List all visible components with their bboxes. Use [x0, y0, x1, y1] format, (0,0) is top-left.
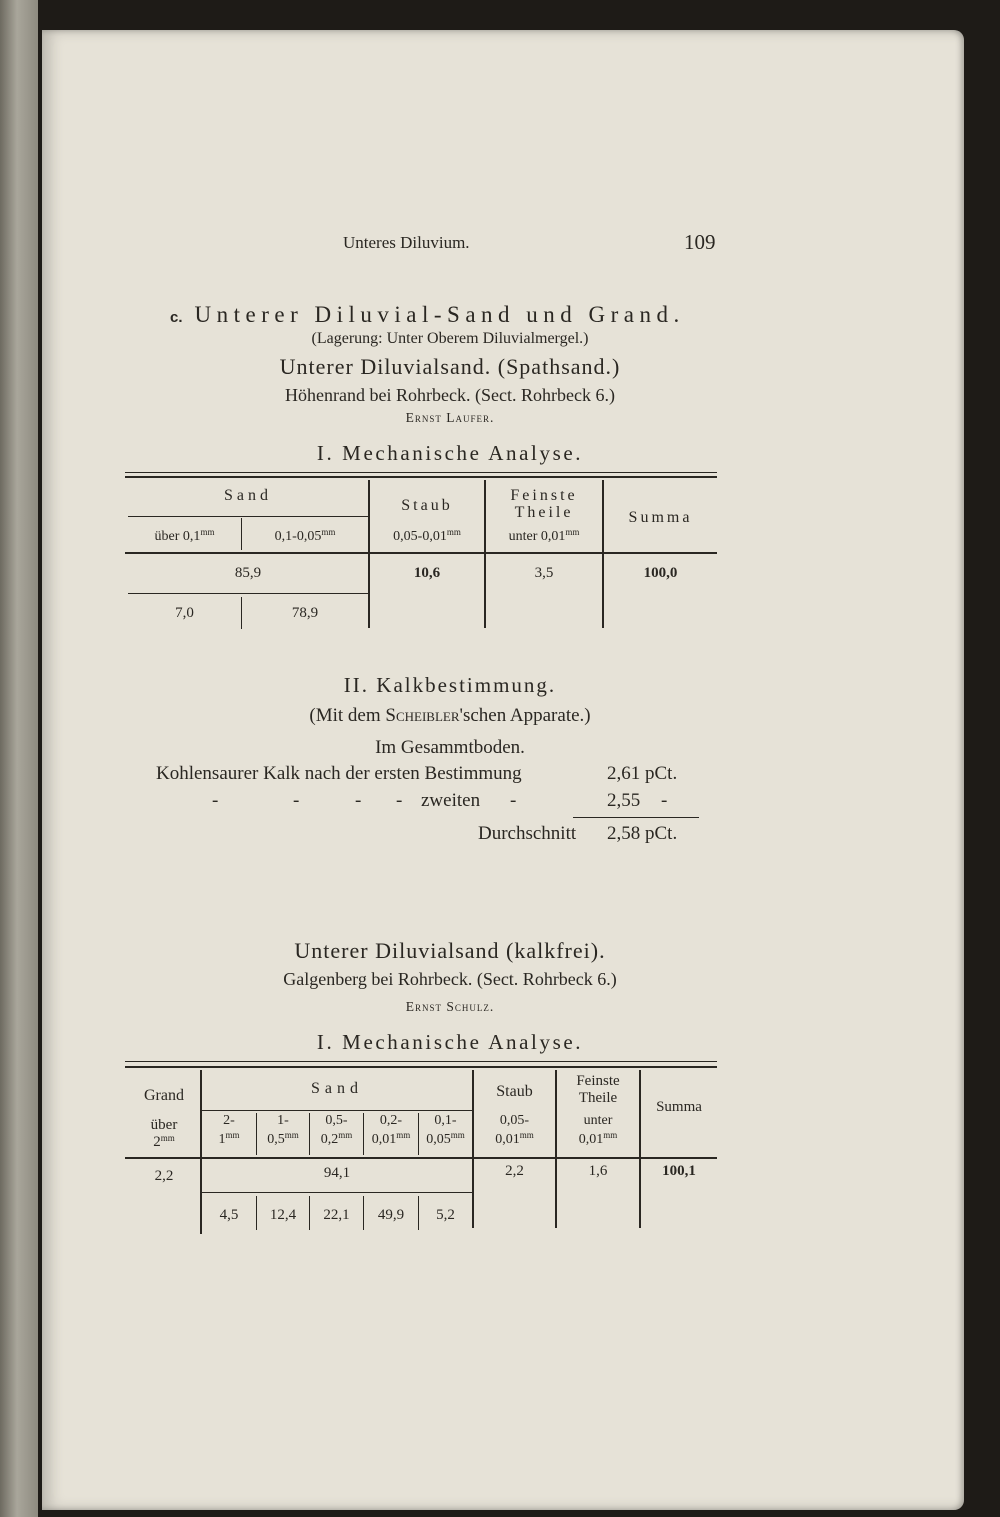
kalk-sub-name: Scheibler: [385, 705, 460, 726]
table1-top-rule: [125, 472, 717, 473]
table2-staub-bottom: [474, 1130, 555, 1148]
table1-col-ueber-text: über 0,1: [154, 529, 201, 544]
table1-staub-value: 10,6: [413, 565, 441, 581]
table2-sand-value-3: 22,1: [323, 1207, 350, 1223]
table1-col-fine-sand-text: 0,1-0,05: [274, 529, 322, 544]
table2-s1-top: 2-: [223, 1113, 235, 1128]
sample2-title: Unterer Diluvialsand (kalkfrei).: [294, 938, 606, 963]
kalk-gesammtboden: Im Gesammtboden.: [375, 737, 525, 758]
table2-s4-bottom-text: 0,01: [371, 1132, 397, 1147]
table1-col-feinste-unit: mm: [565, 527, 580, 537]
table2-s2-bottom-text: 0,5: [267, 1132, 285, 1147]
kalk-ditto-1: -: [212, 790, 219, 811]
table1-col-fine-sand-unit: mm: [321, 527, 336, 537]
table2-s2-unit: mm: [284, 1130, 299, 1140]
table2-s2-top: 1-: [277, 1113, 289, 1128]
table2-feinste-unit: mm: [603, 1130, 618, 1140]
kalk-sub-pre: (Mit dem: [309, 705, 386, 726]
table2-sub-rule: [202, 1192, 472, 1193]
sample2-author: Ernst Schulz.: [405, 999, 495, 1014]
sample2-location: Galgenberg bei Rohrbeck. (Sect. Rohrbeck 6.): [283, 969, 617, 989]
kalk-line2-value: 2,55: [607, 790, 641, 811]
table2-feinste-value: 1,6: [588, 1163, 608, 1179]
kalk-line2-label: zweiten: [421, 790, 481, 811]
kalk-ditto-2: -: [293, 790, 300, 811]
table2-vline-feinste: [639, 1070, 641, 1228]
table1-staub-header: Staub: [401, 497, 453, 514]
table2-theile-header: Theile: [578, 1090, 618, 1106]
kalk-ditto-5: -: [510, 790, 517, 811]
kalk-ditto-3: -: [355, 790, 362, 811]
kalk-ditto-6: -: [661, 790, 668, 811]
table2-staub-top: 0,05-: [499, 1113, 530, 1128]
table2-s5-bottom: [419, 1130, 472, 1148]
table2-grand-size-text: 2: [153, 1134, 161, 1150]
table1-header-rule: [125, 552, 717, 554]
table2-s4-top: 0,2-: [379, 1113, 403, 1128]
table1-feinste-header-2: Theile: [514, 504, 574, 521]
section-title-text: Unterer Diluvial-Sand und Grand.: [194, 302, 685, 327]
table2-s3-bottom-text: 0,2: [320, 1132, 339, 1147]
table1-col-ueber-unit: mm: [200, 527, 215, 537]
table2-s2-bottom: [257, 1130, 309, 1148]
kalk-average-label: Durchschnitt: [478, 823, 577, 844]
sample1-title: Unterer Diluvialsand. (Spathsand.): [279, 354, 621, 379]
section-title: [170, 302, 685, 328]
table1-vline-3: [602, 480, 604, 628]
table1-col-feinste-text: unter 0,01: [508, 529, 566, 544]
table2-top-rule-2: [125, 1066, 717, 1068]
table1-col-staub-unit: mm: [446, 527, 461, 537]
table2-s3-top: 0,5-: [325, 1113, 348, 1128]
table2-s1-unit: mm: [225, 1130, 240, 1140]
table2-sand-total: 94,1: [323, 1165, 351, 1181]
table2-s5-bottom-text: 0,05: [426, 1132, 451, 1147]
table2-s4-bottom: [364, 1130, 418, 1148]
table2-grand-size-unit: mm: [160, 1133, 175, 1143]
lagerung-note: (Lagerung: Unter Oberem Diluvialmergel.): [311, 330, 589, 347]
sample2-analysis-title: I. Mechanische Analyse.: [316, 1030, 584, 1054]
table2-s3-unit: mm: [338, 1130, 353, 1140]
kalk-sub-post: 'schen Apparate.): [459, 705, 591, 726]
table1-sub-value-2: 78,9: [291, 605, 319, 621]
table2-s4-unit: mm: [396, 1130, 411, 1140]
table2-sand-value-1: 4,5: [219, 1207, 239, 1223]
kalk-line1-value: 2,61 pCt.: [607, 763, 678, 784]
table1-col-feinste: [486, 527, 602, 545]
table1-summa-value: 100,0: [643, 565, 678, 581]
table1-top-rule-2: [125, 476, 717, 478]
kalk-subtitle: [150, 705, 750, 727]
sample1-location: Höhenrand bei Rohrbeck. (Sect. Rohrbeck 6.): [285, 385, 615, 405]
kalk-title: II. Kalkbestimmung.: [343, 673, 557, 697]
running-header: Unteres Diluvium.: [343, 233, 470, 252]
table2-summa-value: 100,1: [662, 1163, 696, 1179]
table2-feinste-bottom-text: 0,01: [578, 1132, 604, 1147]
table2-s5-unit: mm: [450, 1130, 465, 1140]
table2-grand-ueber: über: [150, 1117, 178, 1133]
kalk-ditto-4: -: [396, 790, 403, 811]
table1-sand-total: 85,9: [234, 565, 262, 581]
table2-staub-unit: mm: [519, 1130, 534, 1140]
table2-sand-value-5: 5,2: [436, 1207, 455, 1223]
table1-sand-rule: [128, 516, 368, 517]
table2-staub-value: 2,2: [505, 1163, 524, 1179]
table2-grand-header: Grand: [144, 1087, 184, 1104]
table2-feinste-header: Feinste: [576, 1073, 620, 1089]
table1-col-staub: [370, 527, 484, 545]
table1-col-staub-text: 0,05-0,01: [393, 529, 447, 544]
table2-sand-header: Sand: [311, 1080, 363, 1097]
table1-sub-rule: [128, 593, 368, 594]
table1-sand-header: Sand: [224, 487, 272, 504]
table2-feinste-top: unter: [583, 1113, 613, 1128]
table1-sub-value-1: 7,0: [175, 605, 194, 621]
kalk-average-value: 2,58 pCt.: [607, 823, 678, 844]
table2-sand-value-2: 12,4: [269, 1207, 297, 1223]
table1-col-fine-sand: [242, 527, 368, 545]
table2-staub-header: Staub: [496, 1083, 533, 1100]
table2-s1-bottom: [202, 1130, 256, 1148]
kalk-sum-rule: [573, 817, 699, 818]
table2-header-rule: [125, 1157, 717, 1159]
table2-grand-size: [128, 1133, 200, 1151]
table1-summa-header: Summa: [628, 509, 693, 526]
table2-s1-bottom-text: 1: [218, 1132, 226, 1147]
previous-page-edge: [0, 0, 38, 1517]
table2-top-rule: [125, 1061, 717, 1062]
sample1-analysis-title: I. Mechanische Analyse.: [316, 441, 584, 465]
table2-s5-top: 0,1-: [434, 1113, 457, 1128]
table1-col-ueber: [128, 527, 241, 545]
table2-sand-value-4: 49,9: [377, 1207, 405, 1223]
table1-feinste-header-1: Feinste: [510, 487, 578, 504]
kalk-line1-label: Kohlensaurer Kalk nach der ersten Bestimmung: [156, 763, 522, 784]
page-number: 109: [684, 230, 716, 254]
table2-grand-value: 2,2: [154, 1168, 174, 1184]
table2-feinste-bottom: [557, 1130, 639, 1148]
sample1-author: Ernst Laufer.: [405, 410, 495, 425]
table2-sand-rule: [202, 1110, 472, 1111]
table2-summa-header: Summa: [656, 1099, 702, 1115]
table1-feinste-value: 3,5: [534, 565, 554, 581]
section-mark: c.: [170, 309, 183, 326]
table2-s3-bottom: [310, 1130, 363, 1148]
table2-staub-bottom-text: 0,01: [495, 1132, 520, 1147]
